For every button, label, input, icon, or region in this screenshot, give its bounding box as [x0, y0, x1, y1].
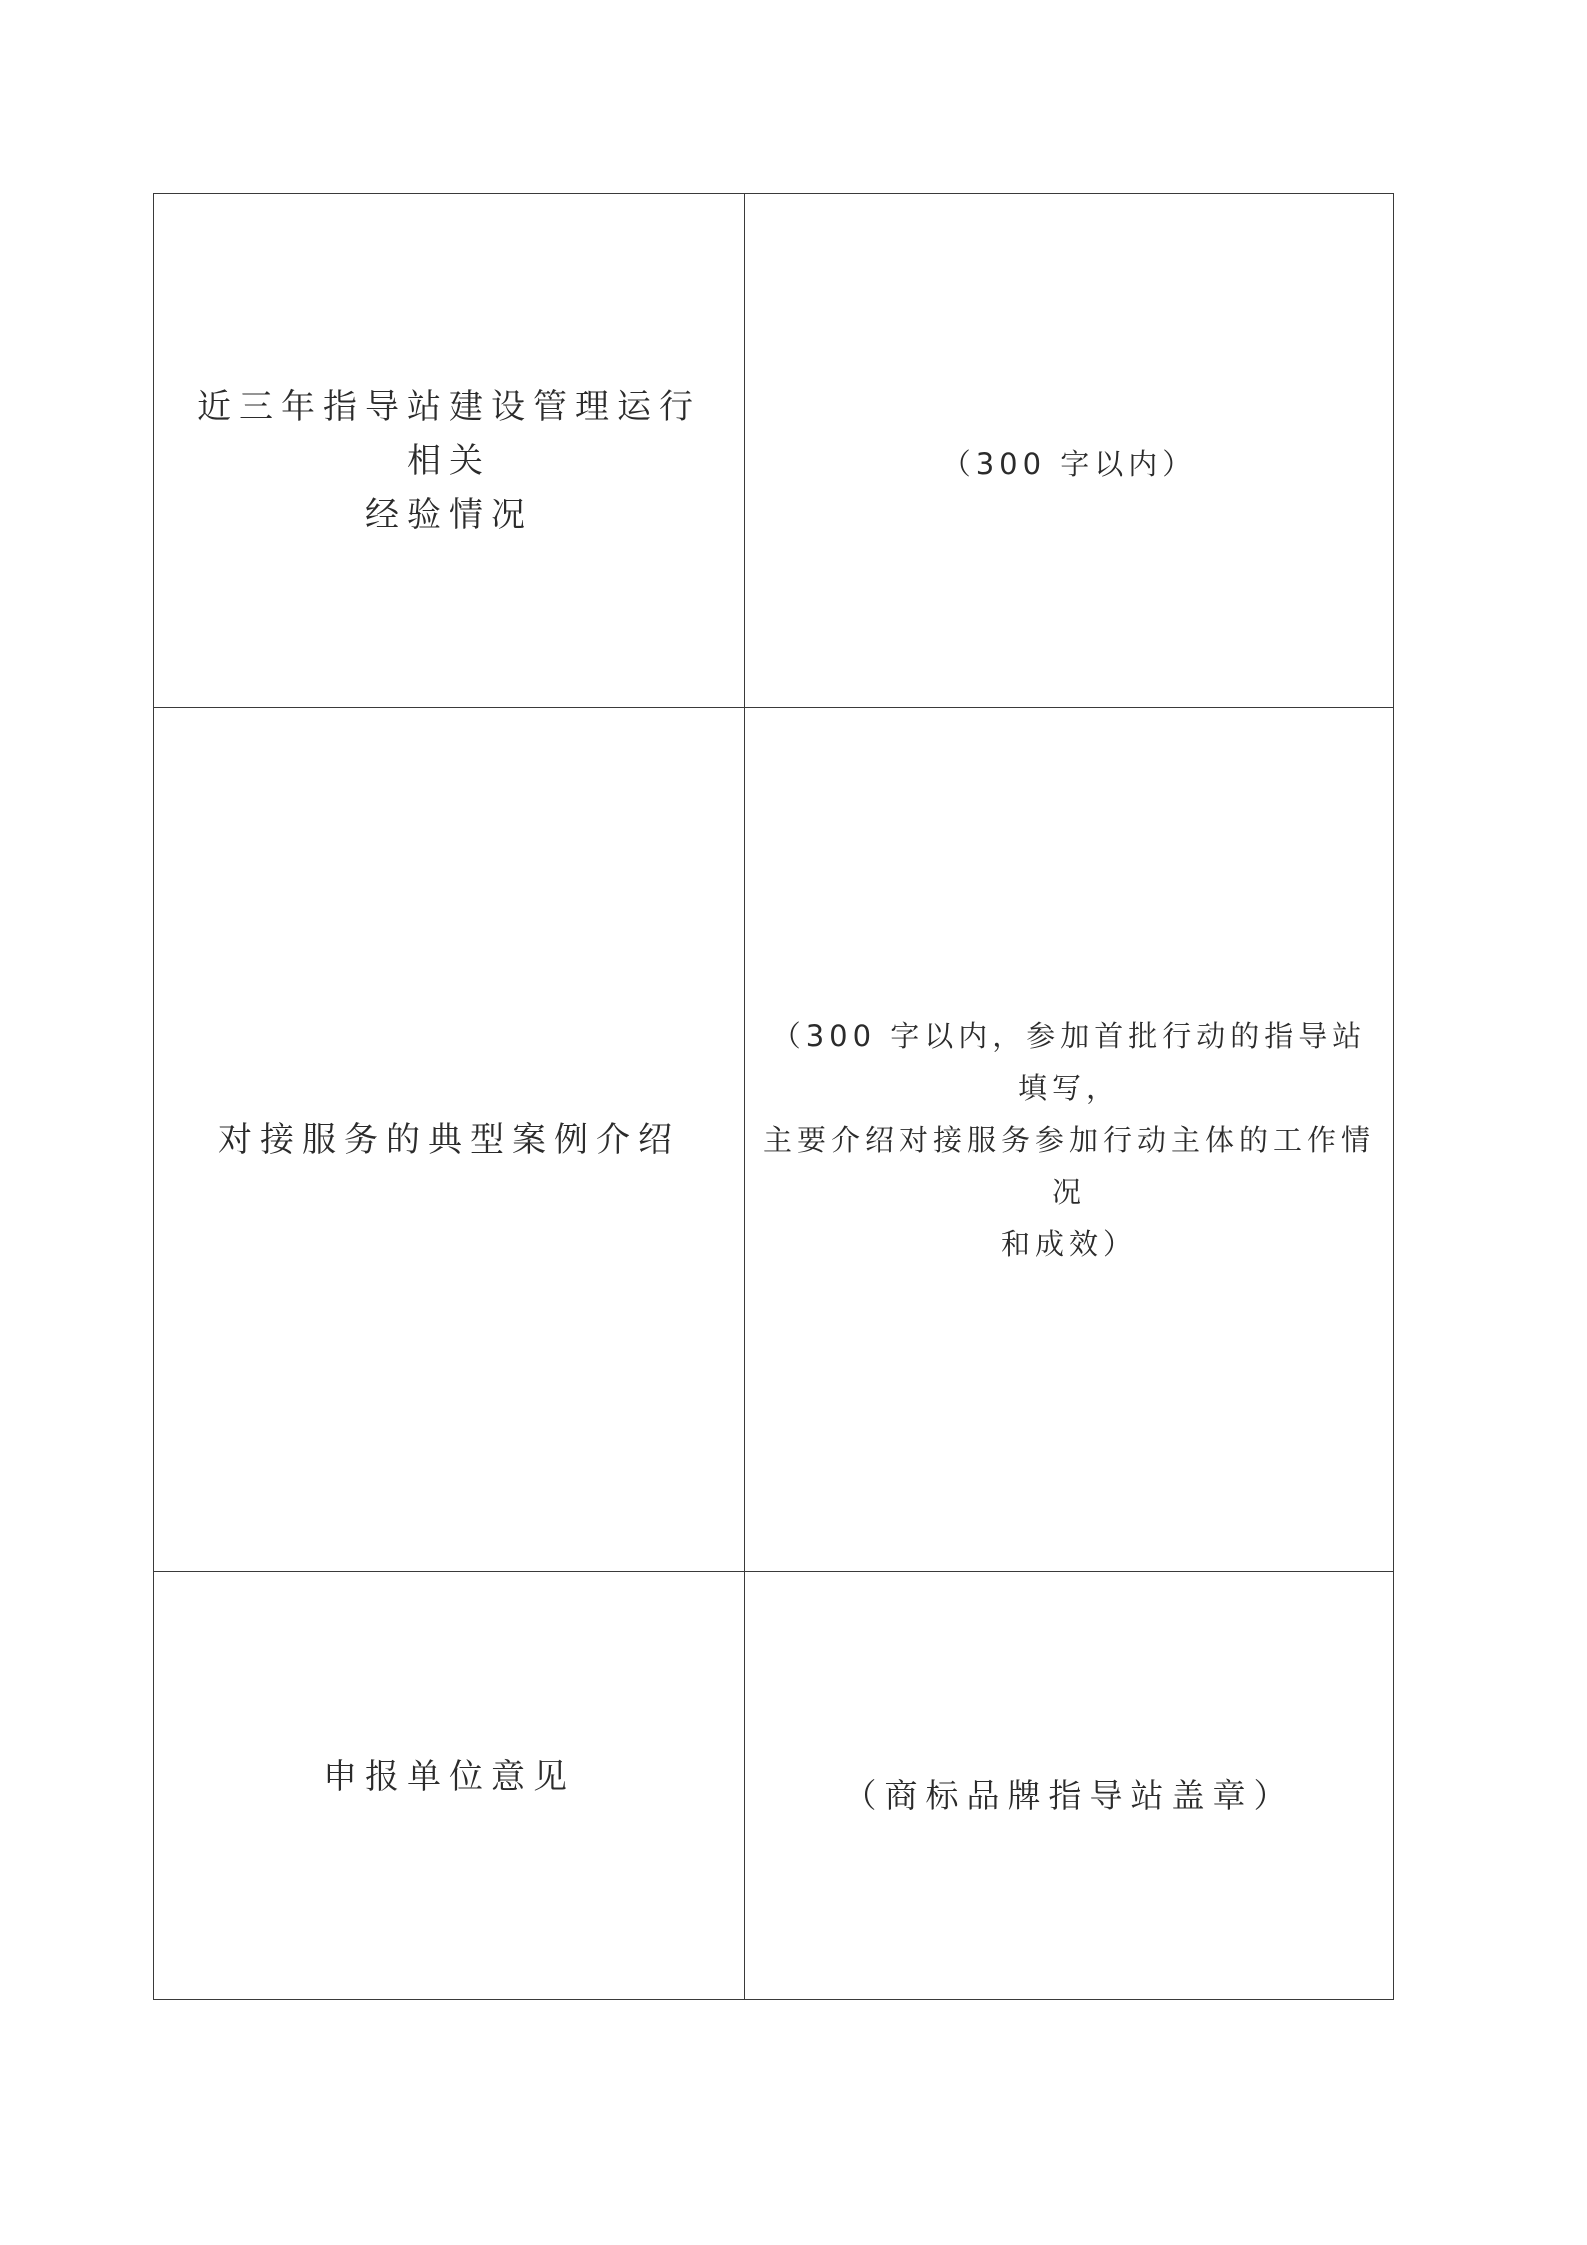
- form-row-opinion: [154, 1572, 1394, 2000]
- case-study-value-cell[interactable]: [745, 708, 1394, 1572]
- case-study-label: 对接服务的典型案例介绍: [218, 1119, 680, 1160]
- experience-hint: （300 字以内）: [941, 446, 1197, 481]
- stamp-hint: （商标品牌指导站盖章）: [843, 1775, 1295, 1815]
- opinion-label-cell: [154, 1572, 745, 2000]
- experience-label-cell: [154, 194, 745, 708]
- case-study-hint: （300 字以内，参加首批行动的指导站填写， 主要介绍对接服务参加行动主体的工作情况 和成效）: [763, 1018, 1376, 1261]
- form-row-experience: [154, 194, 1394, 708]
- experience-value-cell[interactable]: [745, 194, 1394, 708]
- opinion-value-cell[interactable]: [745, 1572, 1394, 2000]
- experience-label: 近三年指导站建设管理运行相关 经验情况: [197, 386, 701, 535]
- case-study-label-cell: [154, 708, 745, 1572]
- application-form-table: [153, 193, 1394, 2000]
- opinion-label: 申报单位意见: [323, 1756, 575, 1797]
- form-row-case-study: [154, 708, 1394, 1572]
